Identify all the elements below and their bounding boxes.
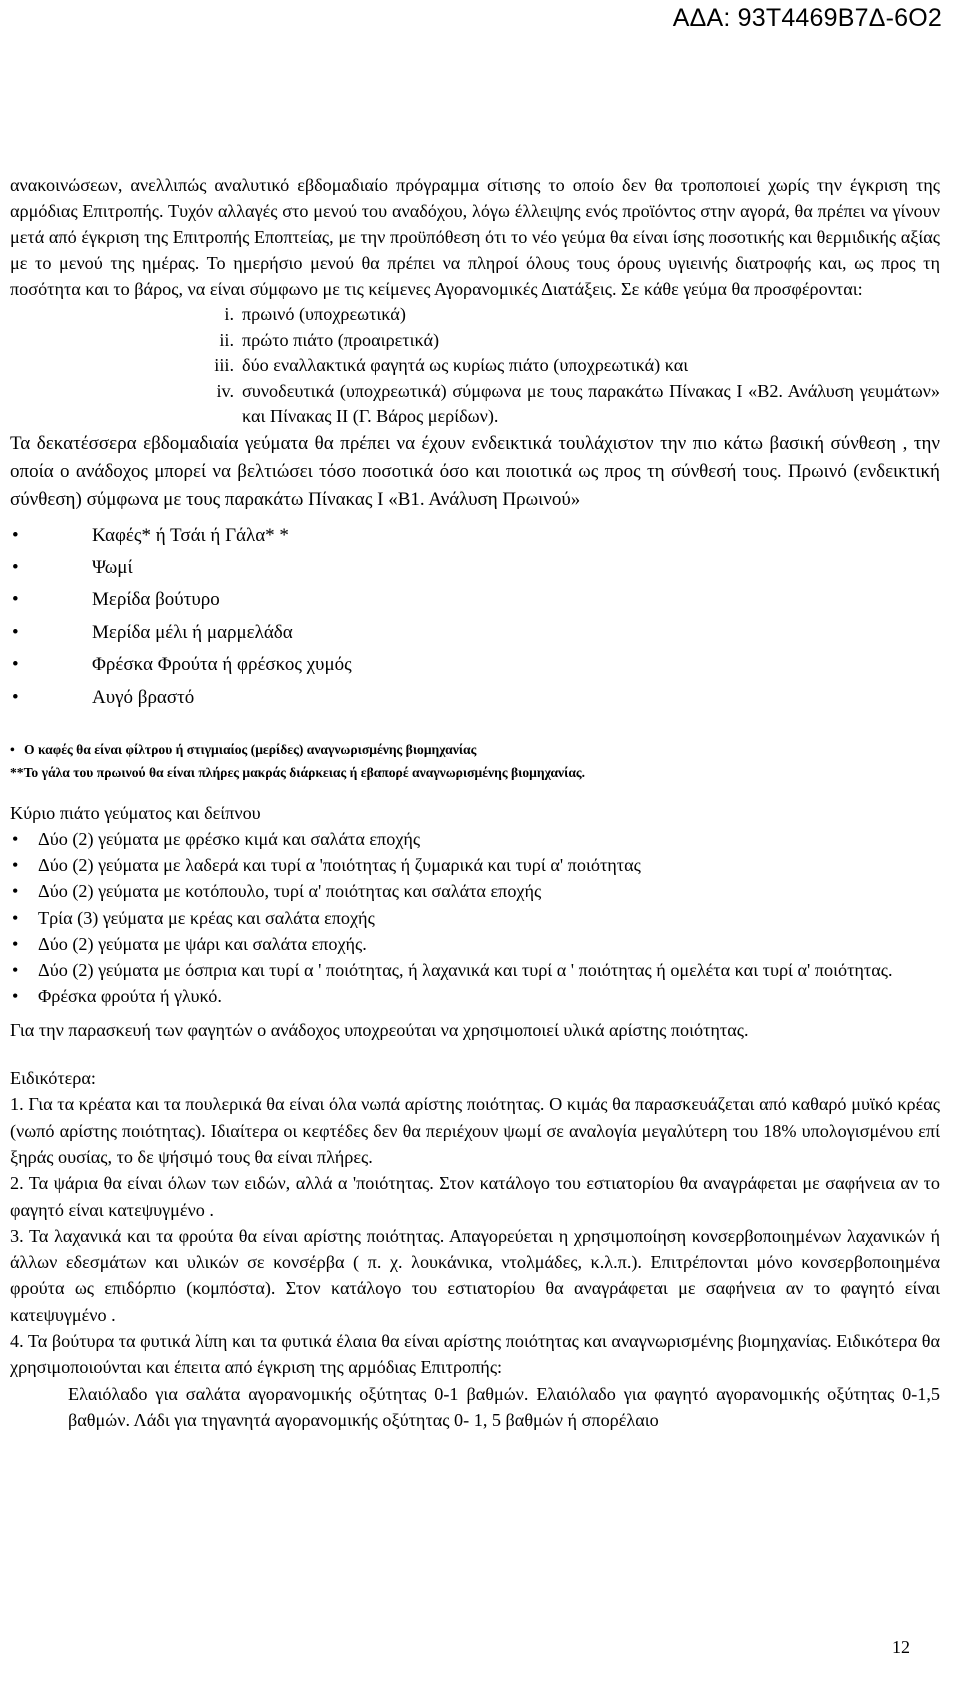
list-item: ii. πρώτο πιάτο (προαιρετικά) [219, 329, 440, 350]
specifics-item-2: 2. Τα ψάρια θα είναι όλων των ειδών, αλλά α 'ποιότητας. Στον κατάλογο του εστιατορίου θα αναγράφεται με σαφήνεια αν το φαγητό είναι κατεψυγμένο . [10, 1173, 940, 1220]
list-item: • Καφές* ή Τσάι ή Γάλα* * [12, 524, 289, 546]
list-item: • Δύο (2) γεύματα με κοτόπουλο, τυρί α' ποιότητας και σαλάτα εποχής [12, 881, 542, 902]
list-item: • Δύο (2) γεύματα με λαδερά και τυρί α 'ποιότητας ή ζυμαρικά και τυρί α' ποιότητας [12, 855, 641, 876]
list-item: • Δύο (2) γεύματα με ψάρι και σαλάτα εποχής. [12, 933, 367, 954]
list-item: • Ψωμί [12, 556, 133, 578]
milk-note: **Το γάλα του πρωινού θα είναι πλήρες μακράς διάρκειας ή εβαπορέ αναγνωρισμένης βιομηχανίας. [10, 764, 586, 780]
list-item: • Μερίδα μέλι ή μαρμελάδα [12, 621, 293, 643]
list-item: • Αυγό βραστό [12, 686, 195, 708]
main-course-list [10, 826, 940, 1009]
breakfast-notes [10, 738, 940, 784]
specifics-item-1: 1. Για τα κρέατα και τα πουλερικά θα είναι όλα νωπά αρίστης ποιότητας. Ο κιμάς θα παρασκευάζεται από καθαρό μυϊκό κρέας (νωπό αρίστης ποιότητας). Ιδιαίτερα οι κεφτέδες δεν θα περιέχουν ψωμί σε αναλογία μεγαλύτερη του 18% υπολογισμένου επί ξηράς ουσίας, το δε ψήσιμό τους θα είναι πλήρες. [10, 1094, 940, 1167]
page-number: 12 [892, 1637, 910, 1657]
fourteen-meals-paragraph: Τα δεκατέσσερα εβδομαδιαία γεύματα θα πρέπει να έχουν ενδεικτικά τουλάχιστον την πιο κάτω βασική σύνθεση , την οποία ο ανάδοχος μπορεί να βελτιώσει τόσο ποσοτικά όσο και ποιοτικά ως προς τη σύνθεσή τους. Πρωινό (ενδεικτική σύνθεση) σύμφωνα με τους παρακάτω Πίνακας Ι «Β1. Ανάλυση Πρωινού» [10, 432, 940, 510]
list-item: i. πρωινό (υποχρεωτικά) [224, 304, 406, 324]
list-item: • Δύο (2) γεύματα με φρέσκο κιμά και σαλάτα εποχής [12, 828, 421, 849]
list-item: • Τρία (3) γεύματα με κρέας και σαλάτα εποχής [12, 907, 375, 928]
breakfast-list [10, 520, 940, 714]
list-item: • Φρέσκα Φρούτα ή φρέσκος χυμός [12, 654, 352, 676]
list-item: • Δύο (2) γεύματα με όσπρια και τυρί α ' ποιότητας, ή λαχανικά και τυρί α ' ποιότητας ή ομελέτα και τυρί α' ποιότητας. [12, 959, 893, 980]
document-body [10, 172, 940, 1433]
quality-statement: Για την παρασκευή των φαγητών ο ανάδοχος υποχρεούται να χρησιμοποιεί υλικά αρίστης ποιότητας. [10, 1020, 749, 1041]
ada-header: ΑΔΑ: 93Τ4469Β7Δ-6Ο2 [672, 4, 942, 32]
specifics-item-4: 4. Τα βούτυρα τα φυτικά λίπη και τα φυτικά έλαια θα είναι αρίστης ποιότητας και αναγνωρισμένης βιομηχανίας. Ειδικότερα θα χρησιμοποιούνται και έπειτα από έγκριση της αρμόδιας Επιτροπής: [10, 1331, 940, 1378]
intro-paragraph: ανακοινώσεων, ανελλιπώς αναλυτικό εβδομαδιαίο πρόγραμμα σίτισης το οποίο δεν θα τροποποιεί χωρίς την έγκριση της αρμόδιας Επιτροπής. Τυχόν αλλαγές στο μενού του αναδόχου, λόγω έλλειψης ενός προϊόντος στην αγορά, θα πρέπει να γίνουν μετά από έγκριση της Επιτροπής Εποπτείας, με την προϋπόθεση ότι το νέο γεύμα θα είναι ίσης ποσοτικής και θερμιδικής αξίας με το μενού της ημέρας. Το ημερήσιο μενού θα πρέπει να πληροί όλους τους όρους υγιεινής διατροφής και, ως προς τη ποσότητα και το βάρος, να είναι σύμφωνο με τις κείμενες Αγορανομικές Διατάξεις. Σε κάθε γεύμα θα προσφέρονται: [10, 175, 940, 299]
olive-oil-paragraph: Ελαιόλαδο για σαλάτα αγορανομικής οξύτητας 0-1 βαθμών. Ελαιόλαδο για φαγητό αγορανομικής οξύτητας 0-1,5 βαθμών. Λάδι για τηγανητά αγορανομικής οξύτητας 0- 1, 5 βαθμών ή σπορέλαιο [68, 1383, 940, 1430]
list-item: • Φρέσκα φρούτα ή γλυκό. [12, 986, 222, 1007]
specifics-title: Ειδικότερα: [10, 1068, 96, 1089]
meal-items-list [10, 302, 940, 430]
specifics-item-3: 3. Τα λαχανικά και τα φρούτα θα είναι αρίστης ποιότητας. Απαγορεύεται η χρησιμοποίηση κονσερβοποιημένων λαχανικών ή άλλων εδεσμάτων και υλικών σε κονσέρβα ( π. χ. λουκάνικα, ντολμάδες, κ.λ.π.). Επιτρέπονται μόνο κονσερβοποιημένα φρούτα ως επιδόρπιο (κομπόστα). Στον κατάλογο του εστιατορίου θα αναγράφεται με σαφήνεια αν το φαγητό είναι κατεψυγμένο . [10, 1225, 940, 1325]
list-item: iii. δύο εναλλακτικά φαγητά ως κυρίως πιάτο (υποχρεωτικά) και [214, 355, 689, 375]
specifics-section [10, 1091, 940, 1433]
list-item: • Μερίδα βούτυρο [12, 589, 220, 611]
coffee-note: • Ο καφές θα είναι φίλτρου ή στιγμιαίος (μερίδες) αναγνωρισμένης βιομηχανίας [10, 741, 477, 757]
list-item: iv. συνοδευτικά (υποχρεωτικά) σύμφωνα με τους παρακάτω Πίνακας Ι «Β2. Ανάλυση γευμάτων» και Πίνακας ΙΙ (Γ. Βάρος μερίδων). [216, 380, 940, 426]
main-course-title: Κύριο πιάτο γεύματος και δείπνου [10, 802, 261, 823]
